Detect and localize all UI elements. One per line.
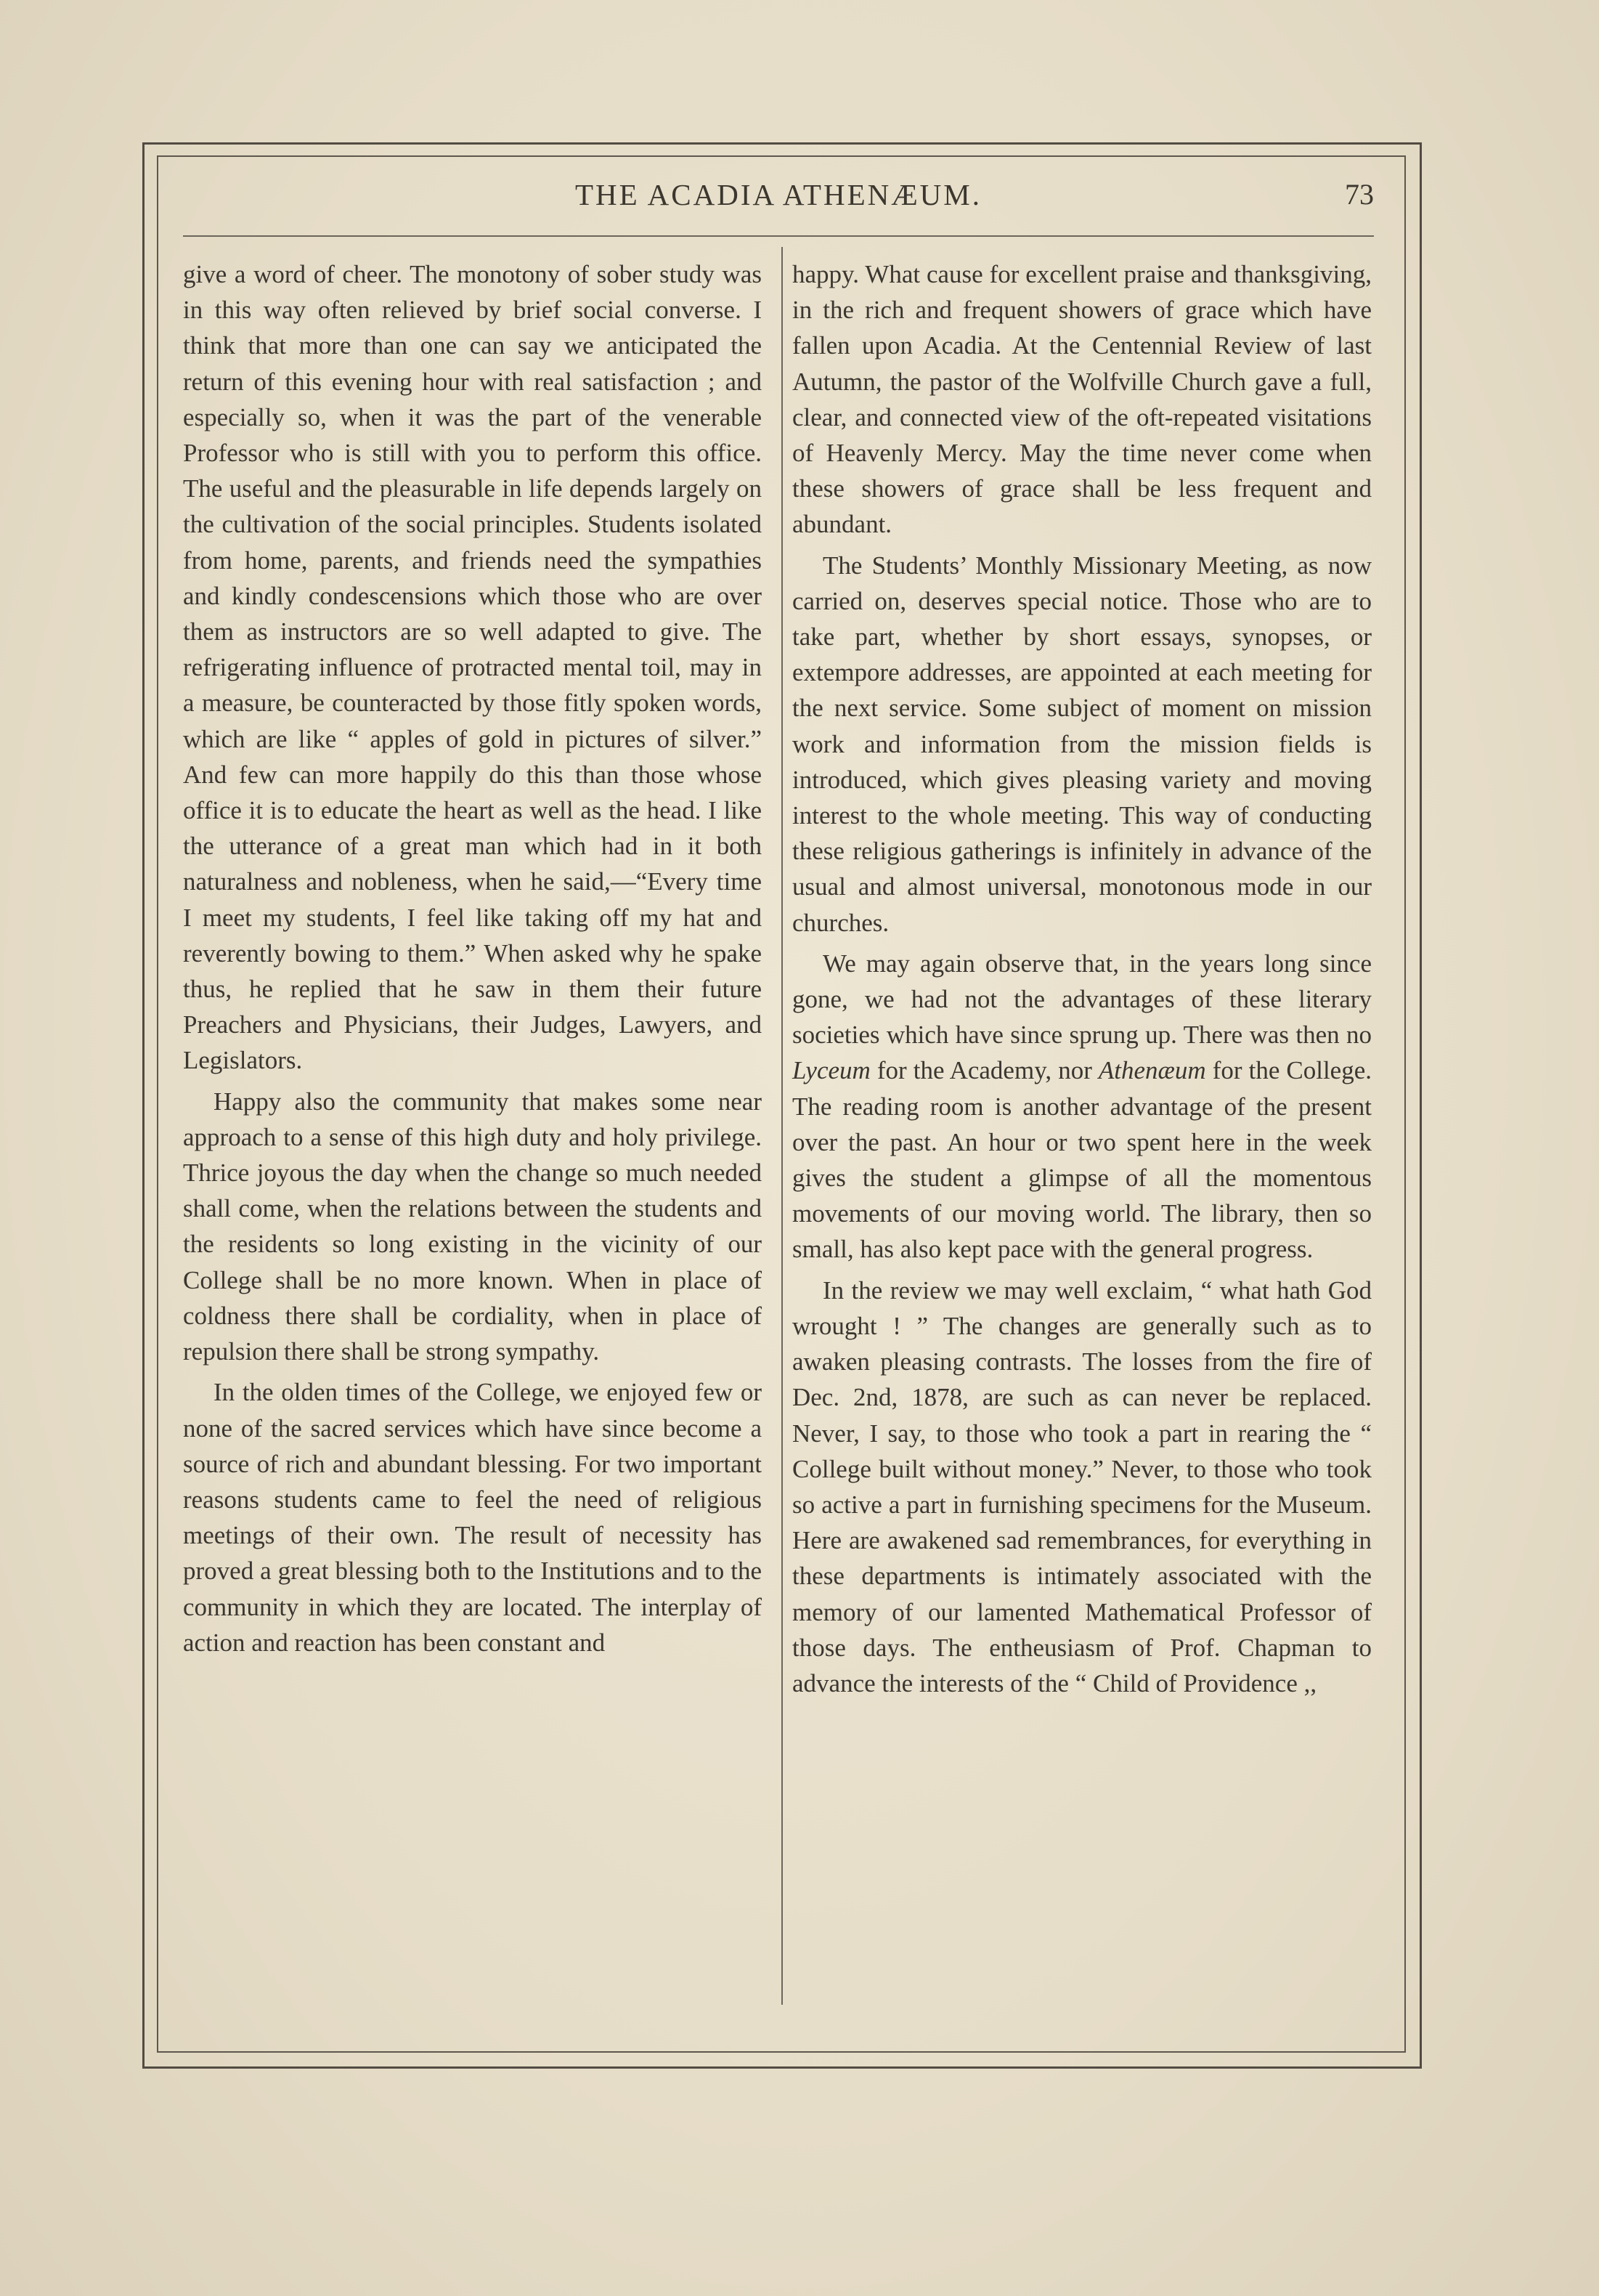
column-divider: [781, 247, 783, 2005]
left-paragraph-1: give a word of cheer. The monotony of sober study was in this way often relieved by brief social converse. I think that more than one can say we anticipated the return of this evening hour with real satisfaction ; and especially so, when it was the part of the venerable Professor who is still with you to perform this office. The useful and the pleasurable in life depends largely on the cultivation of the social principles. Students isolated from home, parents, and friends need the sympathies and kindly condescensions which those who are over them as instructors are so well adapted to give. The refrigerating influence of protracted mental toil, may in a measure, be counteracted by those fitly spoken words, which are like “ apples of gold in pictures of silver.” And few can more happily do this than those whose office it is to educate the heart as well as the head. I like the utterance of a great man which had in it both naturalness and nobleness, when he said,—“Every time I meet my students, I feel like taking off my hat and reverently bowing to them.” When asked why he spake thus, he replied that he saw in them their future Preachers and Physicians, their Judges, Lawyers, and Legislators.: [183, 260, 762, 1075]
lyceum-italic: Lyceum: [792, 1056, 871, 1085]
right-paragraph-2: The Students’ Monthly Missionary Meeting, as now carried on, deserves special notice. Those who are to take part, whether by short essays, synopses, or extempore addresses, are appointed at each meeting for the next service. Some subject of moment on mission work and information from the mission fields is introduced, which gives pleasing variety and moving interest to the whole meeting. This way of conducting these religious gatherings is infinitely in advance of the usual and almost universal, monotonous mode in our churches.: [792, 551, 1372, 937]
left-paragraph-3: In the olden times of the College, we enjoyed few or none of the sacred services which have since become a source of rich and abundant blessing. For two important reasons students came to feel the need of religious meetings of their own. The result of necessity has proved a great blessing both to the Institutions and to the community in which they are located. The interplay of action and reaction has been constant and: [183, 1378, 762, 1657]
right-paragraph-3-part-b: for the Academy, nor: [876, 1056, 1092, 1085]
left-column: [183, 256, 762, 1660]
header-rule: [183, 235, 1374, 237]
right-column: [792, 256, 1372, 1701]
running-header: [183, 177, 1374, 225]
page-number: 73: [1345, 178, 1374, 211]
right-paragraph-1: happy. What cause for excellent praise and thanksgiving, in the rich and frequent showers of grace which have fallen upon Acadia. At the Centennial Review of last Autumn, the pastor of the Wolfville Church gave a full, clear, and connected view of the oft-repeated visitations of Heavenly Mercy. May the time never come when these showers of grace shall be less frequent and abundant.: [792, 260, 1372, 539]
left-paragraph-2: Happy also the community that makes some near approach to a sense of this high duty and holy privilege. Thrice joyous the day when the change so much needed shall come, when the relations between the students and the residents so long existing in the vicinity of our College shall be no more known. When in place of coldness there shall be cordiality, when in place of repulsion there shall be strong sympathy.: [183, 1087, 762, 1366]
journal-title: THE ACADIA ATHENÆUM.: [575, 178, 982, 211]
athenaeum-italic: Athenæum: [1098, 1056, 1206, 1085]
right-paragraph-3: [792, 946, 1372, 1267]
right-paragraph-3-part-a: We may again observe that, in the years long since gone, we had not the advantages of these literary societies which have since sprung up. There was then no: [792, 949, 1372, 1050]
right-paragraph-4: In the review we may well exclaim, “ what hath God wrought ! ” The changes are generally such as to awaken pleasing contrasts. The losses from the fire of Dec. 2nd, 1878, are such as can never be replaced. Never, I say, to those who took a part in rearing the “ College built without money.” Never, to those who took so active a part in furnishing specimens for the Museum. Here are awakened sad remembrances, for everything in these departments is intimately associated with the memory of our lamented Mathematical Professor of those days. The entheusiasm of Prof. Chapman to advance the interests of the “ Child of Providence ,,: [792, 1275, 1372, 1697]
right-paragraph-3-part-c: for the College. The reading room is another advantage of the present over the past. An hour or two spent here in the week gives the student a glimpse of all the momentous movements of our moving world. The library, then so small, has also kept pace with the general progress.: [792, 1056, 1372, 1264]
